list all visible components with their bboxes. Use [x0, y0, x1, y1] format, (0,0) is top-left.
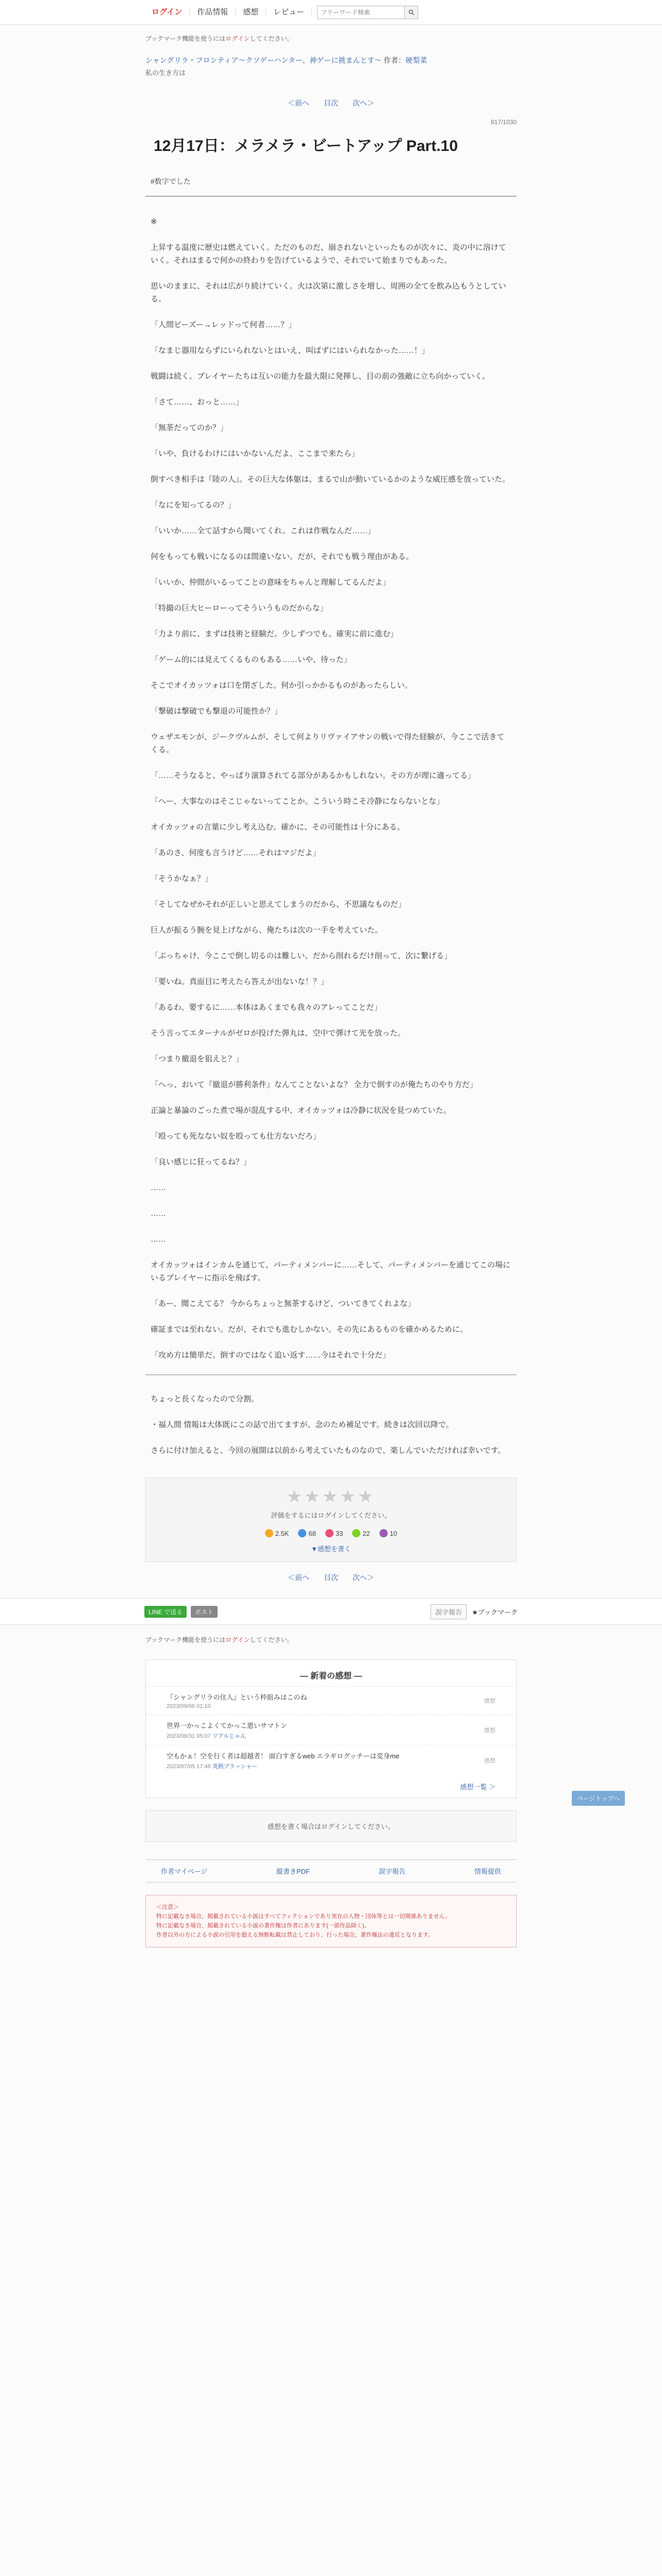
impression-row[interactable]: [146, 1745, 516, 1775]
episode-subtitle: #数字でした: [151, 177, 191, 185]
body-paragraph: 「攻め方は簡単だ。倒すのではなく追い返す……今はそれで十分だ」: [151, 1351, 391, 1360]
prev-link[interactable]: ＜前へ: [288, 1573, 310, 1582]
footer-link[interactable]: 作者マイページ: [161, 1868, 208, 1875]
body-paragraph: 「力より前に、まずは技術と経験だ。少しずつでも、確実に前に進む」: [151, 630, 399, 638]
notice-login-link[interactable]: ログイン: [225, 1636, 250, 1643]
body-paragraph: 「要いね。真面目に考えたら答えが出ないな！？」: [151, 977, 329, 986]
body-paragraph: 「殴っても死なない奴を殴っても仕方ないだろ」: [151, 1132, 321, 1141]
body-paragraph: 戦闘は続く。プレイヤーたちは互いの能力を最大限に発揮し、目の前の強敵に立ち向かっていく。: [151, 372, 490, 381]
top-nav: [0, 0, 662, 25]
body-paragraph: 「人間ビーズー→レッドって何者……？」: [151, 320, 296, 329]
prev-link[interactable]: ＜前へ: [288, 99, 310, 107]
impressions-more-link[interactable]: 感想一覧 ＞: [460, 1783, 495, 1791]
reaction-icon: [379, 1529, 388, 1537]
page-top-button[interactable]: ページトップへ: [572, 1791, 625, 1806]
body-paragraph: 「なまじ器用ならずにいられないとはいえ、叫ばずにはいられなかった……！」: [151, 346, 429, 355]
impression-date: 2023/08/31 05:07: [167, 1733, 212, 1739]
notice-text: してください。: [250, 1636, 293, 1643]
nav-works[interactable]: 作品情報: [190, 8, 236, 16]
reaction-icon: [298, 1529, 306, 1537]
impression-tag: 感想: [484, 1698, 495, 1704]
bookmark-button[interactable]: ★ブックマーク: [472, 1608, 518, 1616]
warning-line: ＜注意＞: [156, 1904, 179, 1910]
impression-title[interactable]: 世界一かっこよくてかっこ悪いサマトン: [167, 1722, 288, 1730]
impressions-heading: ― 新着の感想 ―: [300, 1672, 362, 1681]
reaction-button[interactable]: [352, 1529, 370, 1537]
reaction-button[interactable]: [298, 1529, 316, 1537]
nav-feeling[interactable]: 感想: [236, 8, 266, 16]
body-paragraph: そう言ってエターナルがゼロが投げた弾丸は、空中で弾けて光を放った。: [151, 1029, 406, 1038]
body-paragraph: そこでオイカッツォは口を閉ざした。何か引っかかるものがあったらしい。: [151, 681, 412, 690]
afterword-paragraph: さらに付け加えると、今回の展開は以前から考えていたものなので、楽しんでいただければ幸いです。: [151, 1446, 506, 1455]
body-paragraph: 「へー、大事なのはそこじゃないってことか。こういう時こそ冷静にならないとな」: [151, 797, 444, 806]
impression-tag: 感想: [484, 1758, 495, 1764]
warning-line: 特に記載なき場合、掲載されている小説はすべてフィクションであり実在の人物・団体等とは一切関係ありません。: [156, 1913, 451, 1920]
line-share-button[interactable]: LINE で送る: [144, 1606, 187, 1618]
reaction-button[interactable]: [265, 1529, 289, 1537]
search-box: [317, 6, 418, 19]
share-bar: [0, 1598, 662, 1625]
impression-row[interactable]: [146, 1686, 516, 1715]
body-paragraph: 確証までは至れない。だが、それでも進むしかない。その先にあるものを確かめるために。: [151, 1325, 468, 1334]
body-paragraph: 「なにを知ってるの？」: [151, 501, 236, 510]
warning-line: 作者以外の方による小説の引用を超える無断転載は禁止しており、行った場合、著作権法の違反となります。: [156, 1932, 434, 1938]
impression-row[interactable]: [146, 1715, 516, 1745]
next-link[interactable]: 次へ＞: [352, 99, 374, 107]
notice-text: してください。: [250, 35, 293, 42]
impression-meta: [167, 1732, 287, 1740]
impression-date: 2023/07/05 17:48: [167, 1764, 212, 1770]
body-paragraph: 「いや、負けるわけにはいかないんだよ、ここまで来たら」: [151, 449, 359, 458]
rating-stars[interactable]: ★★★★★: [286, 1487, 376, 1506]
body-paragraph: ……: [151, 1209, 166, 1218]
warning-line: 特に記載なき場合、掲載されている小説の著作権は作者にあります(一部作品除く)。: [156, 1923, 370, 1929]
body-paragraph: 思いのままに、それは広がり続けていく。火は次第に激しさを増し、周囲の全てを飲み込もうとしている。: [151, 282, 506, 303]
notice-text: ブックマーク機能を使うには: [145, 35, 226, 42]
body-paragraph: 「無茶だってのか？」: [151, 423, 228, 432]
reactions: [154, 1529, 508, 1537]
body-paragraph: 「……そうなると、やっぱり演算されてる部分があるかもしれない。その方が理に適ってる」: [151, 771, 476, 780]
reaction-button[interactable]: [325, 1529, 343, 1537]
impression-content: [167, 1751, 399, 1770]
body-paragraph: 「ゲーム的には見えてくるものもある……いや、待った」: [151, 655, 352, 664]
reaction-icon: [265, 1529, 273, 1537]
body-paragraph: 「さて……、おっと……」: [151, 398, 244, 406]
reaction-icon: [352, 1529, 360, 1537]
warning-box: [145, 1895, 517, 1947]
reaction-button[interactable]: [379, 1529, 397, 1537]
body-paragraph: 「あー、聞こえてる？ 今からちょっと無茶するけど、ついてきてくれよな」: [151, 1299, 416, 1308]
impression-title[interactable]: 『シャングリラの住人』という枠組みはこのね: [167, 1693, 307, 1701]
footer-link[interactable]: 誤字報告: [378, 1868, 406, 1875]
title-divider: [145, 196, 517, 197]
rating-box: [145, 1478, 517, 1562]
body-paragraph: 「撃破は撃破でも撃退の可能性か？」: [151, 707, 283, 716]
typo-report-button[interactable]: 誤字報告: [431, 1604, 467, 1619]
chapter-title: 私の生き方は: [145, 69, 186, 77]
author-link[interactable]: 硬梨菜: [405, 56, 427, 64]
impressions-box: [145, 1659, 517, 1798]
pager-bottom: [145, 1572, 517, 1583]
reaction-count: 68: [308, 1529, 316, 1537]
search-input[interactable]: [317, 6, 405, 19]
bottom-links: [145, 1859, 517, 1883]
body-paragraph: 「あるわ、要するに……本体はあくまでも我々のアレってことだ」: [151, 1003, 382, 1012]
impression-meta: [167, 1762, 399, 1770]
afterword: [145, 1393, 517, 1457]
afterword-paragraph: ちょっと長くなったので分割。: [151, 1395, 259, 1403]
reaction-count: 33: [335, 1529, 343, 1537]
body-paragraph: ……: [151, 1183, 166, 1192]
body-paragraph: 上昇する温度に歴史は燃えていく。ただのものだ、崩されないといったものが次々に、炎の中に溶けていく。それはまるで何かの終わりを告げているようで、それでいて始まりでもあった。: [151, 243, 506, 265]
nav-login[interactable]: ログイン: [144, 8, 190, 16]
login-notice-bottom: [145, 1635, 517, 1644]
afterword-paragraph: ・福人間 情報は大体既にこの話で出てますが、念のため補足です。続きは次回以降で。: [151, 1420, 454, 1429]
index-link[interactable]: 目次: [324, 1573, 338, 1582]
post-share-button[interactable]: ポスト: [191, 1606, 218, 1618]
login-notice-top: [145, 34, 517, 43]
episode-title: 12月17日：メラメラ・ビートアップ Part.10: [154, 138, 458, 155]
body-paragraph: 「あのさ、何度も言うけど……それはマジだよ」: [151, 849, 321, 857]
impression-content: [167, 1692, 307, 1709]
series-info: [145, 55, 517, 77]
reaction-count: 22: [362, 1529, 370, 1537]
body-paragraph: 巨人が振るう腕を見上げながら、俺たちは次の一手を考えていた。: [151, 926, 383, 935]
novel-body: [145, 215, 517, 1362]
body-paragraph: ※: [151, 217, 157, 226]
impression-title[interactable]: 空もかぁ！空を行く者は超越者！ 面白すぎるweb エラギログッチーは変身me: [167, 1752, 400, 1760]
body-paragraph: 正論と暴論のごった煮で場が混乱する中、オイカッツォは冷静に状況を見つめていた。: [151, 1106, 451, 1115]
index-link[interactable]: 目次: [324, 99, 338, 107]
next-link[interactable]: 次へ＞: [352, 1573, 374, 1582]
impression-content: [167, 1720, 287, 1740]
pager-top: [145, 98, 517, 108]
body-paragraph: ウェザエモンが、ジークヴルムが、そして何よりリヴァイアサンの戦いで得た経験が、今ここで活きてくる。: [151, 733, 505, 754]
impression-author[interactable]: 炎熱ブラッシャー: [212, 1764, 258, 1770]
impression-author[interactable]: リアルじゃん: [212, 1733, 246, 1739]
notice-text: ブックマーク機能を使うには: [145, 1636, 226, 1643]
footer-link[interactable]: 縦書きPDF: [276, 1868, 310, 1875]
body-paragraph: 「いいか……全て話すから聞いてくれ。これは作戦なんだ……」: [151, 527, 375, 535]
body-paragraph: 「特撮の巨大ヒーローってそういうものだからな」: [151, 604, 328, 613]
body-paragraph: 「へっ、おいて『撤退が勝利条件』なんてことないよな？ 全力で倒すのが俺たちのやり方だ」: [151, 1080, 478, 1089]
reaction-count: 2.5K: [275, 1529, 289, 1537]
search-icon[interactable]: [405, 6, 418, 19]
body-paragraph: 「いいか、仲間がいるってことの意味をちゃんと理解してるんだよ」: [151, 578, 391, 587]
author-label: 作者：: [384, 56, 406, 64]
body-paragraph: 「そしてなぜかそれが正しいと思えてしまうのだから、不思議なものだ」: [151, 900, 406, 909]
reaction-count: 10: [389, 1529, 398, 1537]
write-feeling-link[interactable]: ▼感想を書く: [311, 1545, 351, 1553]
body-paragraph: 倒すべき相手は『陸の人』。その巨大な体躯は、まるで山が動いているかのような威圧感を放っていた。: [151, 475, 510, 484]
body-paragraph: ……: [151, 1235, 166, 1244]
impression-meta: [167, 1703, 307, 1709]
body-paragraph: 「ぶっちゃけ、今ここで倒し切るのは難しい。だから削れるだけ削って、次に繋げる」: [151, 952, 452, 960]
body-paragraph: 「良い感じに狂ってるね？」: [151, 1158, 252, 1166]
body-paragraph: 何をもっても戦いになるのは間違いない。だが、それでも戦う理由がある。: [151, 552, 414, 561]
body-paragraph: オイカッツォの言葉に少し考え込む。確かに、その可能性は十分にある。: [151, 823, 405, 832]
body-paragraph: 「つまり撤退を狙えと？」: [151, 1055, 244, 1063]
rating-message: 評価をするにはログインしてください。: [271, 1512, 391, 1519]
page-count: 817/1030: [490, 118, 517, 126]
impression-date: 2023/09/06 01:10: [167, 1703, 211, 1709]
body-paragraph: 「そうかなぁ？」: [151, 874, 213, 883]
share-bar-right: [431, 1604, 518, 1619]
series-title-link[interactable]: シャングリラ・フロンティア〜クソゲーハンター、神ゲーに挑まんとす〜: [145, 56, 382, 64]
login-prompt-box: 感想を書く場合はログインしてください。: [145, 1810, 517, 1842]
nav-review[interactable]: レビュー: [266, 8, 312, 16]
impression-tag: 感想: [484, 1727, 495, 1734]
notice-login-link[interactable]: ログイン: [225, 35, 250, 42]
footer-link[interactable]: 情報提供: [474, 1868, 501, 1875]
impressions-list: [146, 1686, 516, 1775]
body-paragraph: オイカッツォはインカムを通じて、パーティメンバーに……そして、パーティメンバーを通じてこの場にいるプレイヤーに指示を飛ばす。: [151, 1261, 510, 1282]
reaction-icon: [325, 1529, 334, 1537]
